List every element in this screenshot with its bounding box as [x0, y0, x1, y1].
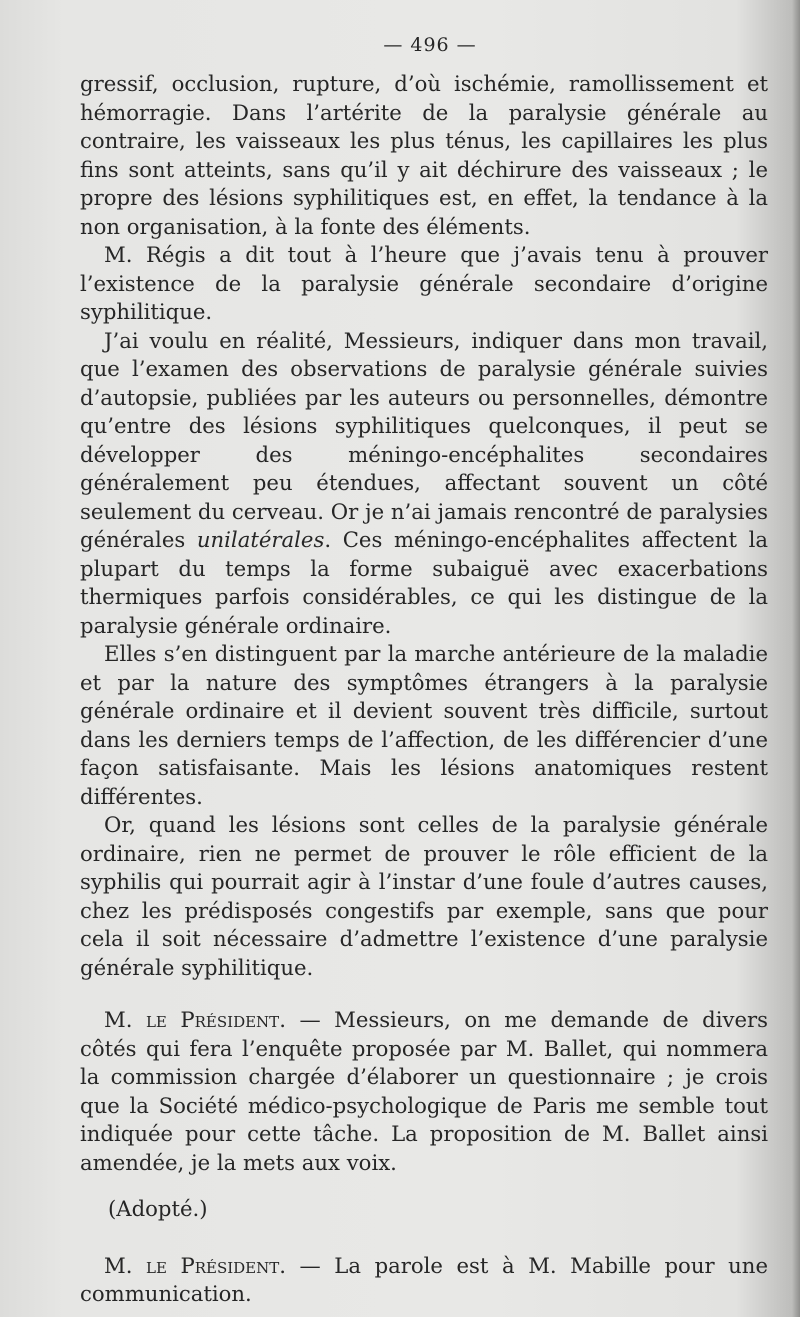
adopted-note: (Adopté.)	[108, 1196, 208, 1221]
paragraph-text-after: . Ces méningo-encéphalites affectent la plupart du temps la forme subaiguë avec exacerbations thermiques parfois considérables, ce qui les distingue de la paralysie générale ordinaire.	[80, 527, 768, 638]
paragraph-regis: M. Régis a dit tout à l’heure que j’avais tenu à prouver l’existence de la paralysie générale secondaire d’origine syphilitique.	[80, 242, 768, 324]
paragraph-continuation: gressif, occlusion, rupture, d’où ischémie, ramollissement et hémorragie. Dans l’artérite de la paralysie générale au contraire, les vaisseaux les plus ténus, les capillaires les plus fins sont atteints, sans qu’il y ait déchirure des vaisseaux ; le propre des lésions syphilitiques est, en effet, la tendance à la non organisation, à la fonte des éléments.	[80, 71, 768, 239]
paragraph-lesions: Or, quand les lésions sont celles de la paralysie générale ordinaire, rien ne permet de prouver le rôle efficient de la syphilis qui pourrait agir à l’instar d’une foule d’autres causes, chez les prédisposés congestifs par exemple, sans que pour cela il soit nécessaire d’admettre l’existence d’une paralysie générale syphilitique.	[80, 812, 768, 980]
speaker-president: M. le Président.	[104, 1252, 286, 1278]
president-statement-1	[80, 1006, 768, 1177]
paragraph-travail	[80, 327, 768, 641]
paragraph-text-before: J’ai voulu en réalité, Messieurs, indiquer dans mon travail, que l’examen des observations de paralysie générale suivies d’autopsie, publiées par les auteurs ou personnelles, démontre qu’entre des lésions syphilitiques quelconques, il peut se développer des méningo-encéphalites secondaires généralement peu étendues, affectant souvent un côté seulement du cerveau. Or je n’ai jamais rencontré de paralysies générales	[80, 327, 768, 552]
page-number: — 496 —	[383, 34, 477, 56]
emphasis-unilaterales: unilatérales	[196, 527, 325, 552]
president-text: — La parole est à M. Mabille pour une communication.	[80, 1252, 768, 1306]
speaker-president: M. le Président.	[104, 1007, 286, 1032]
president-statement-2	[80, 1252, 768, 1309]
president-text: — Messieurs, on me demande de divers côtés qui fera l’enquête proposée par M. Ballet, qui nommera la commission chargée d’élaborer un questionnaire ; je crois que la Société médico-psychologique de Paris me semble tout indiquée pour cette tâche. La proposition de M. Ballet ainsi amendée, je la mets aux voix.	[80, 1007, 769, 1175]
page-body	[80, 70, 768, 1309]
paragraph-distinguent: Elles s’en distinguent par la marche antérieure de la maladie et par la nature des symptômes étrangers à la paralysie générale ordinaire et il devient souvent très difficile, surtout dans les derniers temps de l’affection, de les différencier d’une façon satisfaisante. Mais les lésions anatomiques restent différentes.	[80, 641, 768, 809]
